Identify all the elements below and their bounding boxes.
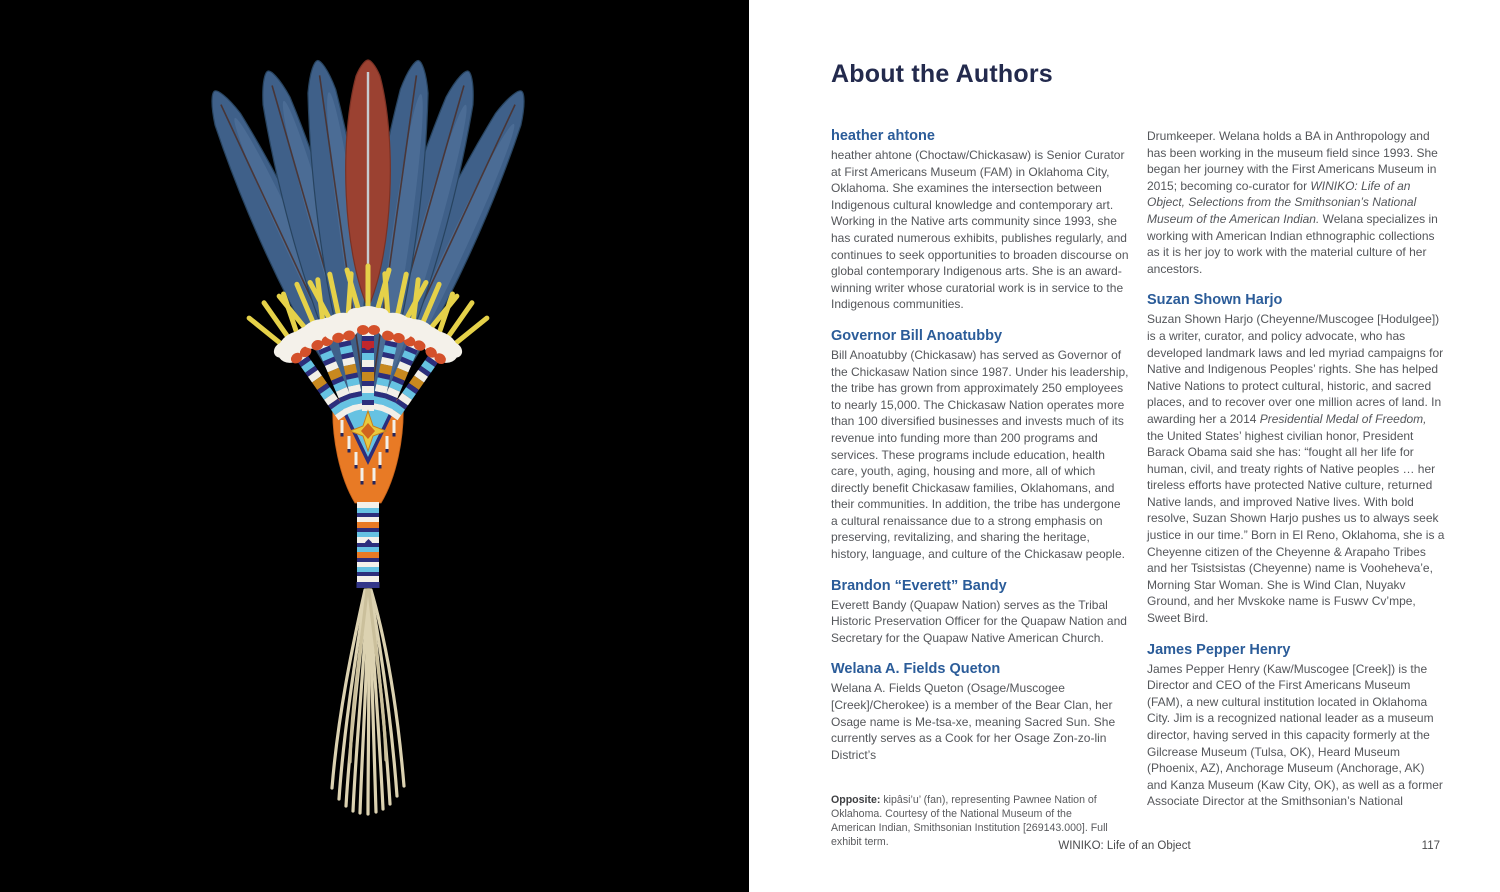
footer-page-number: 117 — [1421, 840, 1440, 852]
author-bio: Welana A. Fields Queton (Osage/Muscogee [Creek]/Cherokee) is a member of the Bear Clan, her Osage name is Me-tsa-xe, meaning Sacred Sun. She currently serves as a Cook for her Osage Zon-zo-lin District’s — [831, 681, 1116, 762]
author-name: Governor Bill Anoatubby — [831, 327, 1003, 344]
author-bio: Bill Anoatubby (Chickasaw) has served as Governor of the Chickasaw Nation since 1987. Under his leadership, the tribe has grown from approximately 250 employees to nearly 15,000. The Chickasaw Nation operates more than 100 diversified businesses and invests much of its revenue into funding more than 200 programs and services. These programs include education, health care, youth, aging, housing and more, all of which directly benefit Chickasaw families, Oklahomans, and their communities. In addition, the tribe has undergone a cultural renaissance due to a strong emphasis on preserving, revitalizing, and sharing the heritage, history, language, and culture of the Chickasaw people. — [831, 347, 1129, 562]
left-text-column — [831, 128, 1129, 850]
left-page-photo — [0, 0, 749, 892]
author-bio: heather ahtone (Choctaw/Chickasaw) is Senior Curator at First Americans Museum (FAM) in Oklahoma City, Oklahoma. She examines the intersection between Indigenous cultural knowledge and contemporary art. Working in the Native arts community since 1993, she has curated numerous exhibits, publishes regularly, and continues to seek opportunities to broaden discourse on global contemporary Indigenous arts. She is an award-winning writer whose curatorial work is in service to the Indigenous communities. — [831, 148, 1129, 312]
caption-text: kipâsi’u’ (fan), representing Pawnee Nation of Oklahoma. Courtesy of the National Museum of the American Indian, Smithsonian Institution [269143.000]. Full exhibit term. — [831, 794, 1108, 848]
author-name: James Pepper Henry — [1147, 641, 1291, 658]
author-bio: Suzan Shown Harjo (Cheyenne/Muscogee [Hodulgee]) is a writer, curator, and policy advocate, who has developed landmark laws and led myriad campaigns for Native and Indigenous Peoples’ rights. She has helped Native Nations to protect cultural, historic, and sacred places, and to recover over one million acres of land. In awarding her a 2014 Presidential Medal of Freedom, the United States’ highest civilian honor, President Barack Obama said she has: “fought all her life for human, civil, and treaty rights of Native peoples … her tireless efforts have protected Native culture, returned Native lands, and improved Native lives. With bold resolve, Suzan Shown Harjo pushes us to always seek justice in our time.” Born in El Reno, Oklahoma, she is a Cheyenne citizen of the Cheyenne & Arapaho Tribes and her Tsistsistas (Cheyenne) name is Vooheheva’e, Morning Star Woman. She is Wind Clan, Nuyakv Ground, and her Mvskoke name is Fuswv Cv’mpe, Sweet Bird. — [1147, 312, 1445, 626]
author-section-anoatubby — [831, 328, 1129, 563]
caption-label: Opposite: — [831, 794, 881, 807]
footer-book-title: WINIKO: Life of an Object — [1058, 840, 1191, 852]
author-bio: Everett Bandy (Quapaw Nation) serves as the Tribal Historic Preservation Officer for the Quapaw Nation and Secretary for the Quapaw Native American Church. — [831, 597, 1127, 645]
author-section-bandy — [831, 578, 1129, 647]
page-footer — [749, 840, 1500, 852]
queton-bio-continuation — [1147, 128, 1445, 277]
author-name: Brandon “Everett” Bandy — [831, 577, 1007, 594]
author-section-harjo — [1147, 292, 1445, 626]
author-name: Welana A. Fields Queton — [831, 661, 1001, 678]
author-bio: James Pepper Henry (Kaw/Muscogee [Creek]) is the Director and CEO of the First Americans Museum (FAM), a new cultural institution located in Oklahoma City. Jim is a recognized national leader as a museum director, having served in this capacity formerly at the Gilcrease Museum (Tulsa, OK), Heard Museum (Phoenix, AZ), Anchorage Museum (Anchorage, AK) and Kanza Museum (Kaw City, OK), as well as a former Associate Director at the Smithsonian’s National — [1147, 661, 1443, 809]
right-page — [749, 0, 1500, 892]
author-name: heather ahtone — [831, 128, 935, 144]
author-section-henry — [1147, 642, 1445, 810]
fan-grip — [357, 502, 380, 588]
author-name: Suzan Shown Harjo — [1147, 292, 1283, 309]
fan-illustration — [0, 0, 749, 892]
text-columns — [831, 128, 1445, 850]
author-section-queton — [831, 661, 1129, 763]
author-bio: Drumkeeper. Welana holds a BA in Anthropology and has been working in the museum field since 1993. She began her journey with the First Americans Museum in 2015; becoming co-curator for WINIKO: Life of an Object, Selections from the Smithsonian’s National Museum of the American Indian. Welana specializes in working with American Indian ethnographic collections as it is her joy to work with the material culture of her ancestors. — [1147, 129, 1438, 276]
page-title: About the Authors — [831, 60, 1053, 88]
right-text-column — [1147, 128, 1445, 850]
author-section-ahtone — [831, 128, 1129, 313]
